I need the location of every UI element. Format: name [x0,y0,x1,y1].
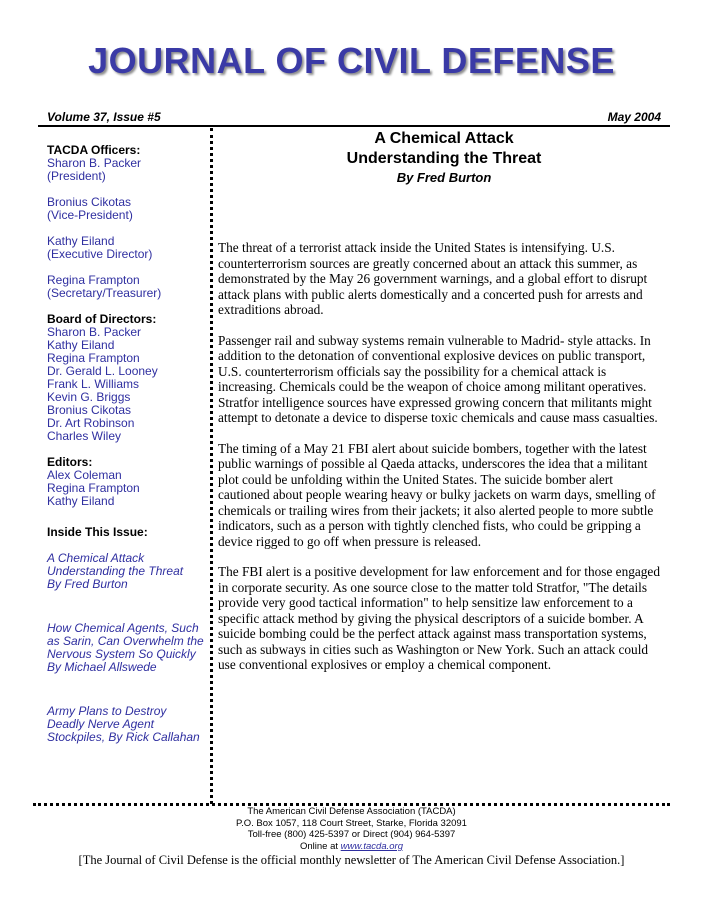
footer [0,806,703,868]
board-member: Charles Wiley [47,429,122,443]
officer-name: Sharon B. Packer [47,156,142,170]
editor-name: Alex Coleman [47,468,122,482]
article-byline: By Fred Burton [396,170,492,185]
column-divider [210,128,213,804]
footer-online-label: Online at [300,840,339,852]
article-paragraph: The timing of a May 21 FBI alert about suicide bombers, together with the latest public warnings of possible al Qaeda attacks, underscores the idea that a militant plot could be unfolding within the United States. The suicide bomber alert cautioned about people wearing heavy or bulky jackets on warm days, smelling of chemicals or trailing wires from their jackets; it also alerted people to more subtle indicators, such as a person with tightly clenched fists, who could be gripping a device rigged to go off when pressure is released. [218,440,656,549]
board-heading: Board of Directors: [47,312,157,326]
toc-line: By Fred Burton [47,577,128,591]
toc-line: Deadly Nerve Agent [47,717,154,731]
issue-volume: Volume 37, Issue #5 [47,110,161,124]
officer-role: (Secretary/Treasurer) [47,286,162,300]
editor-name: Regina Frampton [47,481,140,495]
board-member: Dr. Art Robinson [47,416,135,430]
toc-line: Stockpiles, By Rick Callahan [47,730,200,744]
toc-item[interactable] [47,622,207,674]
toc-line: How Chemical Agents, Such [47,621,199,635]
footer-online [0,841,703,853]
issue-date: May 2004 [607,110,661,124]
article-title-line1: A Chemical Attack [374,130,514,147]
inside-issue-heading: Inside This Issue: [47,525,148,539]
toc-line: Nervous System So Quickly [47,647,196,661]
footer-phone: Toll-free (800) 425-5397 or Direct (904) 964-5397 [247,829,456,840]
board-member: Kathy Eiland [47,338,115,352]
toc-item[interactable] [47,552,207,591]
board-member: Kevin G. Briggs [47,390,131,404]
toc-line: By Michael Allswede [47,660,157,674]
toc-line: as Sarin, Can Overwhelm the [47,634,204,648]
toc-line: Army Plans to Destroy [47,704,167,718]
officers-heading: TACDA Officers: [47,143,141,157]
article-body [218,240,660,688]
board-member: Bronius Cikotas [47,403,132,417]
article-title-line2: Understanding the Threat [346,150,542,167]
officer-name: Bronius Cikotas [47,195,132,209]
article-paragraph: The threat of a terrorist attack inside the United States is intensifying. U.S. counterterrorism sources are greatly concerned about an attack this summer, as demonstrated by the May 26 government warnings, and a global effort to disrupt attack plans with public alerts domestically and a concerted push for arrests and extraditions abroad. [218,240,648,317]
editors-heading: Editors: [47,455,93,469]
officer-name: Kathy Eiland [47,234,115,248]
article-paragraph: Passenger rail and subway systems remain vulnerable to Madrid- style attacks. In addition to the detonation of conventional explosive devices on public transport, U.S. counterterrorism officials say the possibility for a chemical attack is increasing. Chemicals could be the weapon of choice among militant operatives. Stratfor intelligence sources have expressed growing concern that militants might attempt to detonate a device to disperse toxic chemicals and cause mass casualties. [218,332,658,425]
editor-name: Kathy Eiland [47,494,115,508]
footer-note: [The Journal of Civil Defense is the official monthly newsletter of The American Civil Defense Association.] [78,853,625,867]
toc-item[interactable] [47,705,207,744]
board-member: Frank L. Williams [47,377,140,391]
issue-bar [38,110,670,127]
masthead-title: JOURNAL OF CIVIL DEFENSE [88,40,615,81]
sidebar [47,144,207,744]
board-member: Regina Frampton [47,351,140,365]
officer-role: (Executive Director) [47,247,153,261]
toc-line: Understanding the Threat [47,564,184,578]
officer-role: (Vice-President) [47,208,133,222]
article-header [218,129,670,186]
article-paragraph: The FBI alert is a positive development for law enforcement and for those engaged in corporate security. As one source close to the matter told Stratfor, "The details provide very good tactical information" to help sensitize law enforcement to a specific attack method by giving the physical descriptors of a suicide bomber. A suicide bombing could be the perfect attack against mass transportation systems, such as subways in cities such as Washington or New York. Such an attack could use conventional explosives or employ a chemical component. [218,564,660,672]
board-member: Sharon B. Packer [47,325,142,339]
website-link[interactable]: www.tacda.org [340,840,403,852]
board-member: Dr. Gerald L. Looney [47,364,158,378]
toc-line: A Chemical Attack [47,551,145,565]
footer-org: The American Civil Defense Association (TACDA) [247,806,456,817]
officer-role: (President) [47,169,106,183]
officer-name: Regina Frampton [47,273,140,287]
footer-address: P.O. Box 1057, 118 Court Street, Starke, Florida 32091 [236,817,467,829]
